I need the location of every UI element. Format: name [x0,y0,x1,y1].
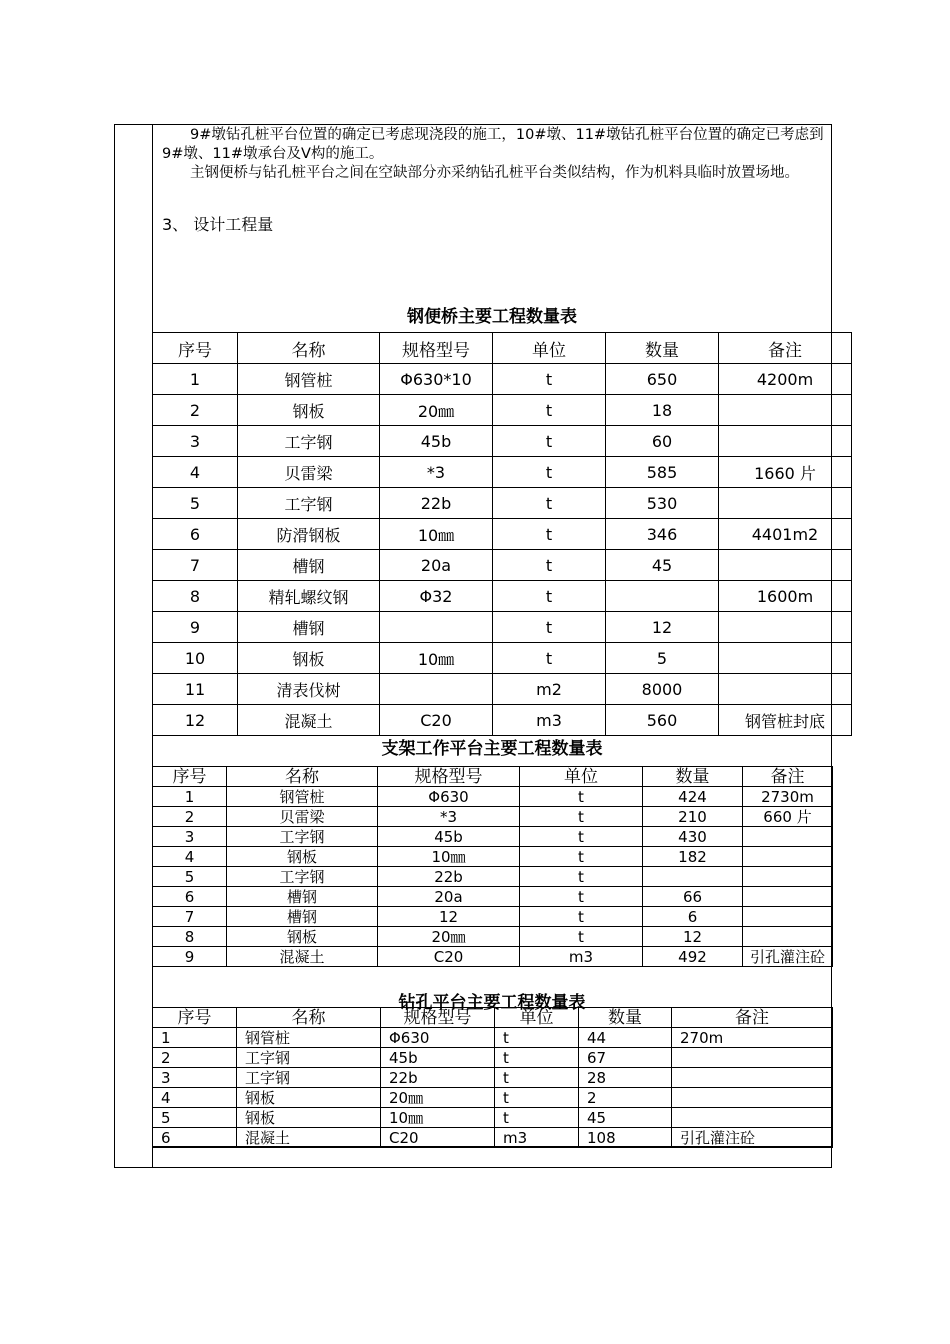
table-cell: t [493,426,606,457]
table-cell: 4401m2 [719,519,852,550]
table3-title: 钻孔平台主要工程数量表 [398,993,586,1013]
table-cell [719,674,852,705]
table-row [153,1108,833,1128]
table-cell: 槽钢 [238,612,380,643]
table-cell [380,612,493,643]
table-cell: 20a [378,887,520,907]
table-cell [743,927,833,947]
table-cell [672,1108,833,1128]
table-cell [743,867,833,887]
column-header: 名称 [237,1008,381,1028]
table-cell: 3 [153,827,227,847]
bottom-divider [152,1146,832,1147]
table-cell [606,581,719,612]
table-cell: 182 [643,847,743,867]
table-cell [719,612,852,643]
table-cell: 20㎜ [378,927,520,947]
table-cell: Φ630 [381,1028,495,1048]
table-cell: C20 [378,947,520,967]
table-row [153,643,852,674]
table-cell: 20a [380,550,493,581]
table-cell: 28 [579,1068,672,1088]
table-row [153,364,852,395]
table-row [153,705,852,736]
table-row [153,674,852,705]
table-cell [380,674,493,705]
column-header: 数量 [643,767,743,787]
table-cell: 4 [153,457,238,488]
table-cell: t [493,550,606,581]
table-cell: 贝雷梁 [227,807,378,827]
header-row [153,333,852,364]
table-cell: 2 [153,395,238,426]
table-cell: 20㎜ [381,1088,495,1108]
table-cell [719,426,852,457]
table-row [153,947,833,967]
table-cell [743,907,833,927]
column-header: 规格型号 [380,333,493,364]
table-row [153,1068,833,1088]
table-cell: 650 [606,364,719,395]
table-cell: *3 [380,457,493,488]
table-row [153,867,833,887]
table-cell: 44 [579,1028,672,1048]
table-cell: 585 [606,457,719,488]
table-cell: 12 [606,612,719,643]
table-cell: 7 [153,907,227,927]
column-header: 规格型号 [381,1008,495,1028]
table-cell: 492 [643,947,743,967]
table-cell: 混凝土 [237,1128,381,1148]
table-cell: 清表伐树 [238,674,380,705]
column-header: 序号 [153,1008,237,1028]
table2-title: 支架工作平台主要工程数量表 [381,739,603,759]
table-cell: 346 [606,519,719,550]
table2-support-platform [152,766,833,967]
table-cell: 混凝土 [227,947,378,967]
header-row [153,767,833,787]
table-cell: 工字钢 [238,426,380,457]
intro-paragraph-2: 主钢便桥与钻孔桩平台之间在空缺部分亦采纳钻孔桩平台类似结构，作为机料具临时放置场地。 [190,165,799,181]
table-cell [719,643,852,674]
column-header: 规格型号 [378,767,520,787]
table-cell: 钢管桩 [238,364,380,395]
table-cell: 20㎜ [380,395,493,426]
table-cell: 工字钢 [227,827,378,847]
table-cell: 424 [643,787,743,807]
table-cell: 18 [606,395,719,426]
table-row [153,887,833,907]
table-cell [719,395,852,426]
table-cell: m3 [520,947,643,967]
table-cell: 45b [381,1048,495,1068]
table-cell: 560 [606,705,719,736]
table-cell [672,1088,833,1108]
table-cell: 钢板 [238,643,380,674]
table-cell: 钢板 [237,1108,381,1128]
section-heading: 3、 设计工程量 [162,215,274,234]
table-cell: 530 [606,488,719,519]
table-cell: 67 [579,1048,672,1068]
table-cell: t [493,364,606,395]
table-cell: t [493,643,606,674]
table-cell: 2730m [743,787,833,807]
table-cell [719,550,852,581]
table-cell: m2 [493,674,606,705]
table-row [153,847,833,867]
table-cell: 槽钢 [238,550,380,581]
table-cell: t [493,581,606,612]
table-cell: 10㎜ [380,643,493,674]
table-cell: 10㎜ [380,519,493,550]
table-cell: t [493,395,606,426]
table-row [153,395,852,426]
table-cell [672,1068,833,1088]
table-row [153,907,833,927]
table-row [153,1028,833,1048]
table-cell: 10 [153,643,238,674]
table-row [153,927,833,947]
table-cell: 槽钢 [227,907,378,927]
table-cell: 12 [153,705,238,736]
table-cell: Φ630*10 [380,364,493,395]
table-cell: 6 [153,1128,237,1148]
table-cell: t [520,847,643,867]
table-cell: 1 [153,1028,237,1048]
table-cell: 引孔灌注砼 [743,947,833,967]
column-header: 单位 [495,1008,579,1028]
table-cell [672,1048,833,1068]
table-cell [743,847,833,867]
table-cell: 270m [672,1028,833,1048]
table-cell: 钢管桩 [227,787,378,807]
table-cell: 工字钢 [227,867,378,887]
table-cell: 5 [153,1108,237,1128]
table-cell: m3 [493,705,606,736]
table1-title: 钢便桥主要工程数量表 [407,307,577,327]
table-cell: 11 [153,674,238,705]
table-cell: 4 [153,1088,237,1108]
table-cell: 6 [153,887,227,907]
table-row [153,519,852,550]
table-cell: 22b [381,1068,495,1088]
table-row [153,807,833,827]
table-cell: 工字钢 [238,488,380,519]
table-cell: t [495,1088,579,1108]
table-cell: 2 [153,807,227,827]
table-cell: 6 [153,519,238,550]
table-row [153,612,852,643]
table-row [153,550,852,581]
table-cell: 钢管桩封底 [719,705,852,736]
table-cell: t [493,519,606,550]
table-cell: 工字钢 [237,1048,381,1068]
table-cell: 45 [579,1108,672,1128]
table-cell: C20 [381,1128,495,1148]
table-cell: 贝雷梁 [238,457,380,488]
table-cell: 3 [153,1068,237,1088]
table-cell: 1660 片 [719,457,852,488]
table-cell: 66 [643,887,743,907]
table-cell: t [520,887,643,907]
table3-drilling-platform [152,1007,833,1148]
table-cell: 12 [643,927,743,947]
table-cell: 1 [153,787,227,807]
table-cell: t [495,1068,579,1088]
table-cell: t [520,807,643,827]
table-cell: 钢板 [227,927,378,947]
table-cell: 45 [606,550,719,581]
table-cell: t [493,488,606,519]
table-cell: 22b [378,867,520,887]
table-cell: 引孔灌注砼 [672,1128,833,1148]
table-cell: 5 [606,643,719,674]
table-cell: 5 [153,867,227,887]
table-cell: 45b [378,827,520,847]
table-cell: 钢板 [238,395,380,426]
table-cell: t [495,1028,579,1048]
table-cell: 槽钢 [227,887,378,907]
table-row [153,1088,833,1108]
table-cell: 混凝土 [238,705,380,736]
table-cell [643,867,743,887]
column-header: 备注 [672,1008,833,1028]
column-header: 备注 [719,333,852,364]
table-cell: 108 [579,1128,672,1148]
column-header: 序号 [153,333,238,364]
table-cell: 3 [153,426,238,457]
column-header: 数量 [579,1008,672,1028]
table-cell: 精轧螺纹钢 [238,581,380,612]
table-cell: t [520,787,643,807]
table-cell: 8000 [606,674,719,705]
table-row [153,581,852,612]
table-row [153,457,852,488]
table-cell: 22b [380,488,493,519]
table-cell [743,827,833,847]
table-row [153,488,852,519]
table-cell: t [520,927,643,947]
table-cell: 1 [153,364,238,395]
table-row [153,426,852,457]
table-cell: 6 [643,907,743,927]
header-row [153,1008,833,1028]
table-cell: 2 [153,1048,237,1068]
table-row [153,1048,833,1068]
table-cell: t [495,1108,579,1128]
table-cell: 12 [378,907,520,927]
table-cell: 10㎜ [381,1108,495,1128]
table-cell: t [520,867,643,887]
column-header: 单位 [493,333,606,364]
table-cell: Φ630 [378,787,520,807]
table-cell: 2 [579,1088,672,1108]
column-header: 名称 [238,333,380,364]
table-cell: 7 [153,550,238,581]
table-cell: 8 [153,927,227,947]
table-cell: 4 [153,847,227,867]
table-cell: 钢板 [237,1088,381,1108]
table-cell: 45b [380,426,493,457]
table-cell: 9 [153,947,227,967]
table-cell: 8 [153,581,238,612]
table-cell: m3 [495,1128,579,1148]
table-cell: 60 [606,426,719,457]
table-row [153,787,833,807]
table-row [153,1128,833,1148]
table-cell: t [520,907,643,927]
column-header: 名称 [227,767,378,787]
column-header: 序号 [153,767,227,787]
table-cell: t [493,457,606,488]
table-cell: 钢板 [227,847,378,867]
table-cell [743,887,833,907]
table-cell: 1600m [719,581,852,612]
table-cell: 5 [153,488,238,519]
table-cell: 9 [153,612,238,643]
table-cell: 防滑钢板 [238,519,380,550]
column-header: 单位 [520,767,643,787]
column-header: 数量 [606,333,719,364]
table-cell: *3 [378,807,520,827]
table-cell: C20 [380,705,493,736]
table-cell: Φ32 [380,581,493,612]
table-cell: 10㎜ [378,847,520,867]
table-cell: 钢管桩 [237,1028,381,1048]
table-cell: 660 片 [743,807,833,827]
table-cell: 工字钢 [237,1068,381,1088]
table-cell: t [493,612,606,643]
table-cell: t [520,827,643,847]
table-cell: 430 [643,827,743,847]
intro-paragraph-1: 9#墩钻孔桩平台位置的确定已考虑现浇段的施工，10#墩、11#墩钻孔桩平台位置的确定已考虑到 9#墩、11#墩承台及Ⅴ构的施工。 [162,127,824,162]
table1-steel-bridge [152,332,852,736]
column-header: 备注 [743,767,833,787]
table-cell: 4200m [719,364,852,395]
table-row [153,827,833,847]
table-cell: 210 [643,807,743,827]
table-cell: t [495,1048,579,1068]
table-cell [719,488,852,519]
